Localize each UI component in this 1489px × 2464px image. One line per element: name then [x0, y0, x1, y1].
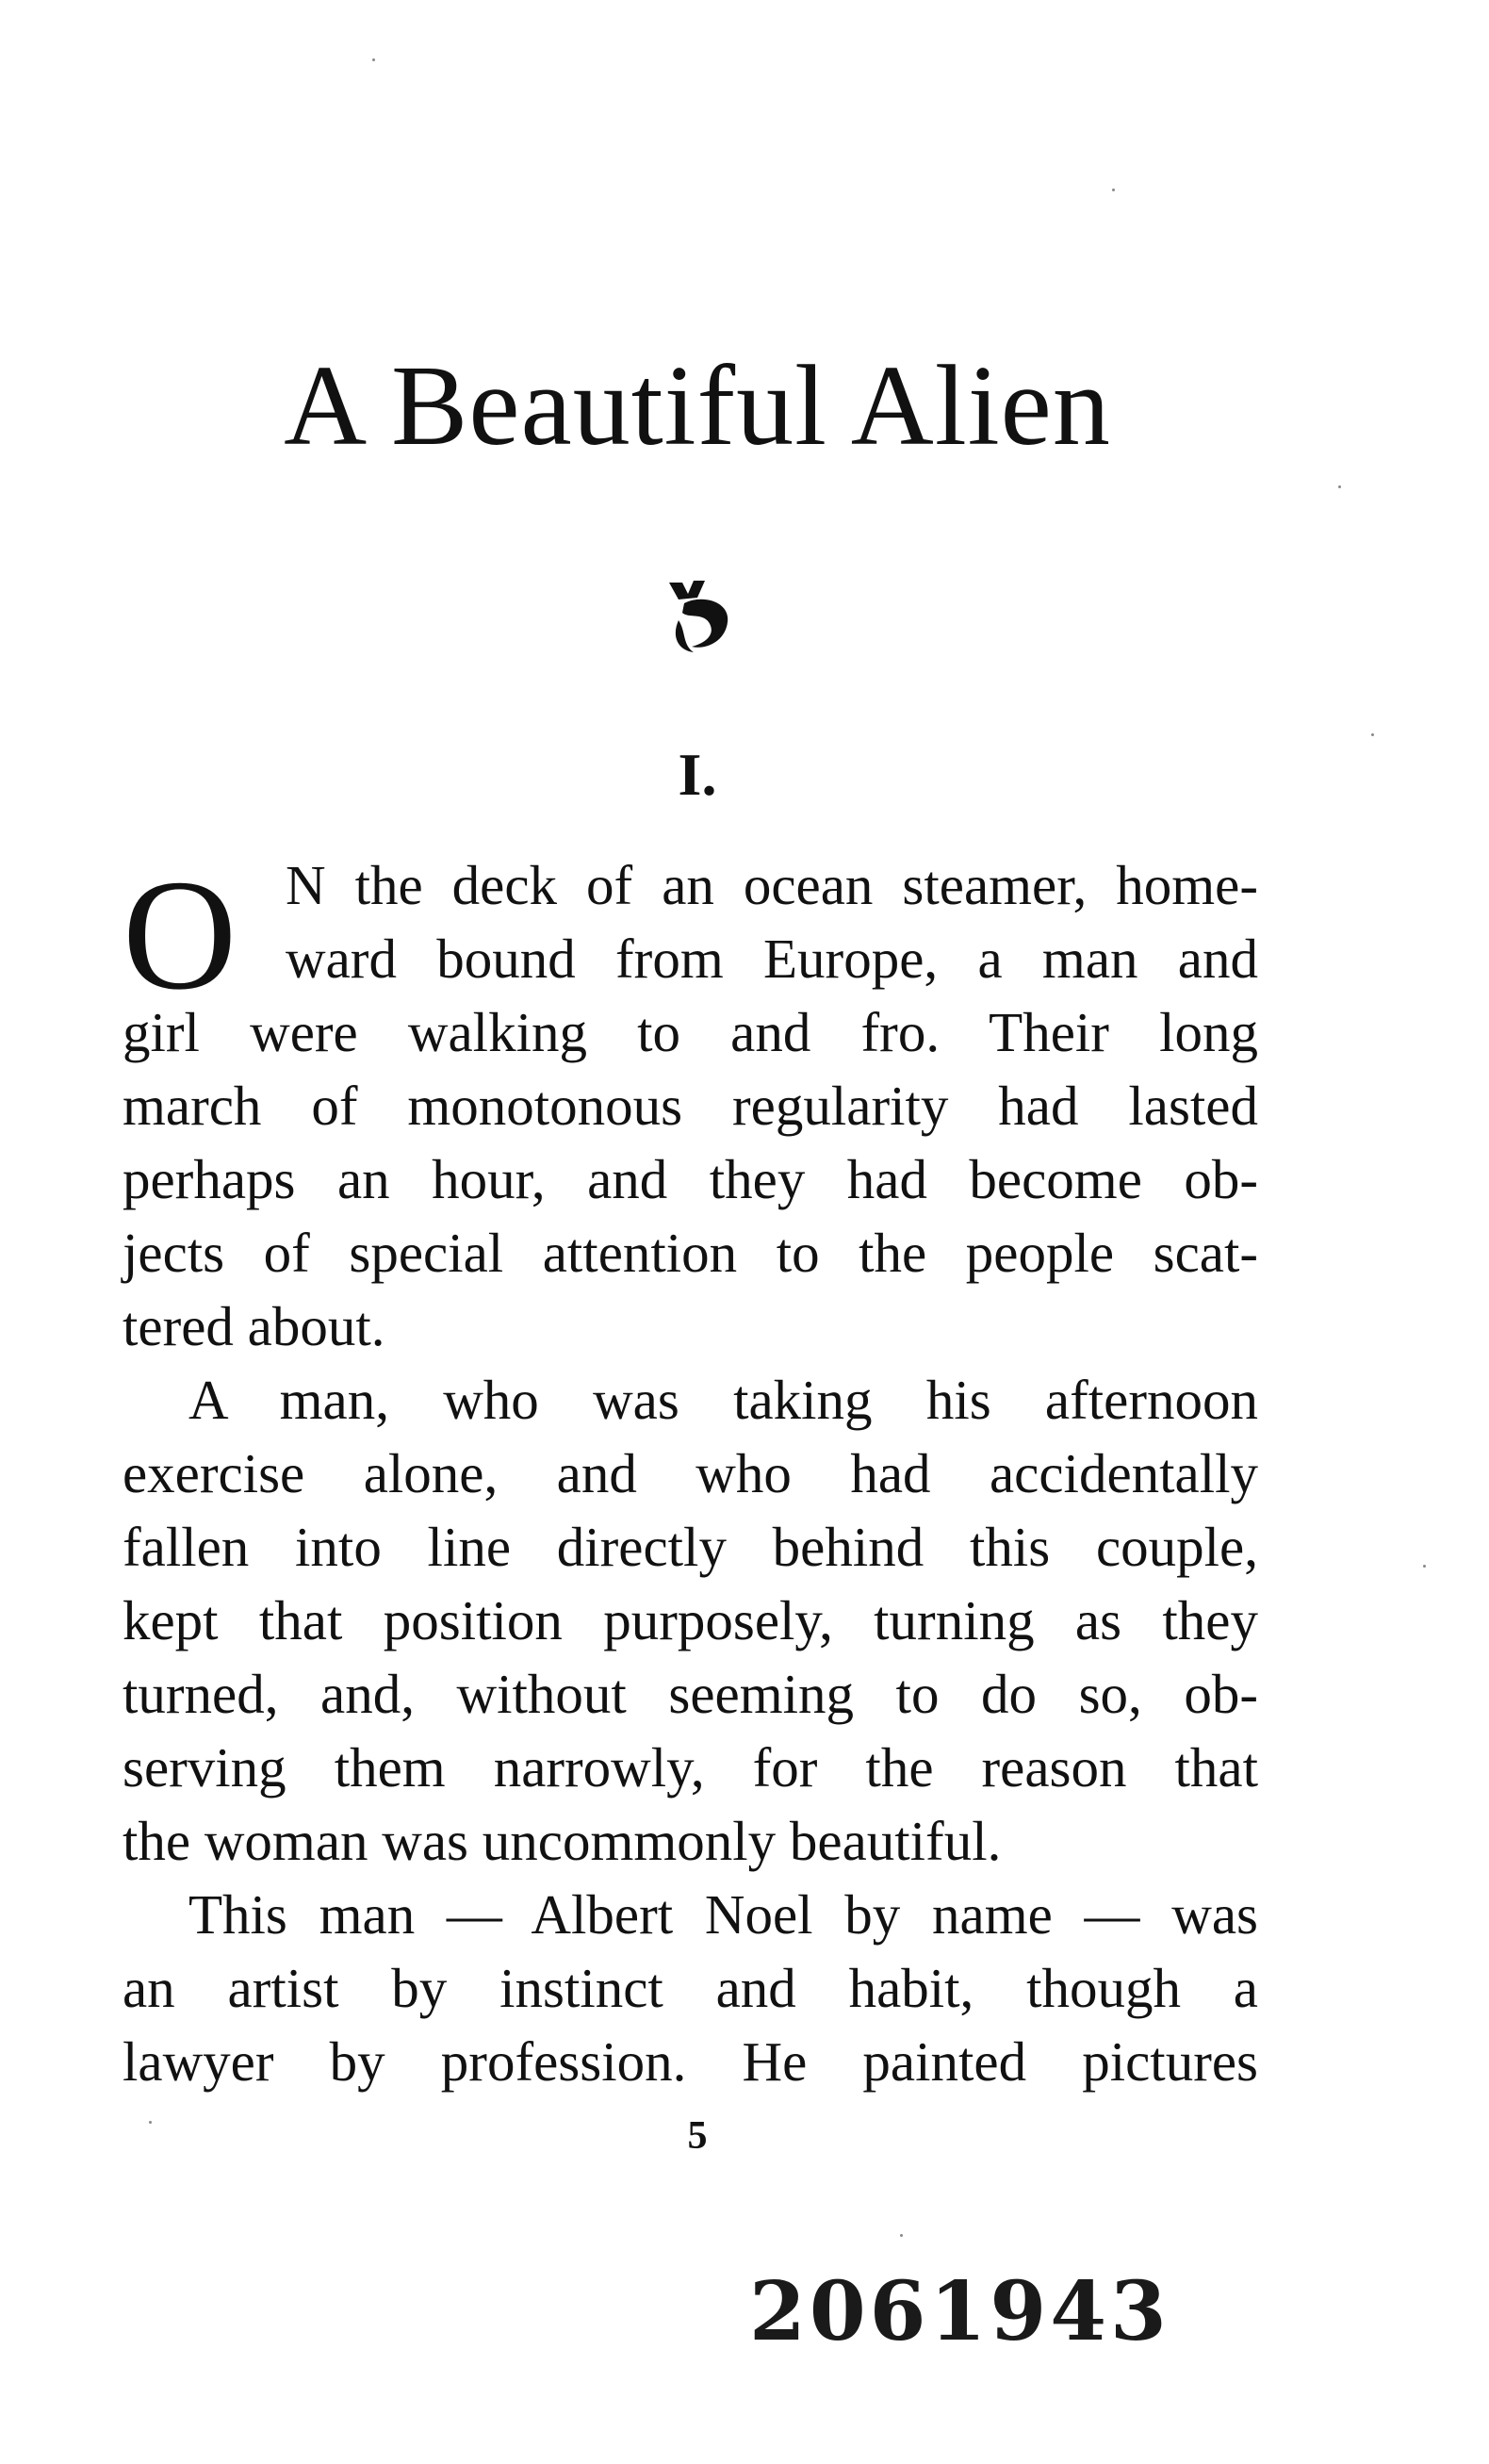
text-line: This man — Albert Noel by name — was: [188, 1883, 1258, 1946]
text-line: tered about.: [123, 1295, 385, 1357]
text-line: perhaps an hour, and they had become ob-: [123, 1148, 1258, 1210]
scan-speck: [1112, 189, 1115, 191]
paragraph-2: [123, 1363, 1258, 1878]
page-title: A Beautiful Alien: [284, 342, 1111, 469]
text-line: serving them narrowly, for the reason that: [123, 1736, 1258, 1799]
body-text: [123, 848, 1258, 2098]
paragraph-1: [123, 848, 1258, 1363]
scan-speck: [1423, 1565, 1426, 1568]
text-line: an artist by instinct and habit, though a: [123, 1957, 1258, 2019]
text-line: A man, who was taking his afternoon: [188, 1369, 1258, 1431]
drop-cap: O: [123, 847, 237, 1023]
text-line: girl were walking to and fro. Their long: [123, 1001, 1258, 1063]
scan-speck: [1371, 733, 1374, 736]
text-line: jects of special attention to the people scat-: [123, 1222, 1258, 1284]
text-line: lawyer by profession. He painted pictures: [123, 2030, 1258, 2093]
text-line: ward bound from Europe, a man and: [286, 928, 1258, 990]
fleuron-icon: [650, 566, 744, 660]
page-number: 5: [687, 2114, 708, 2158]
scan-speck: [1338, 485, 1341, 488]
text-line: fallen into line directly behind this couple,: [123, 1516, 1258, 1578]
scan-speck: [900, 2234, 903, 2237]
chapter-number: I.: [678, 741, 717, 808]
stamp-number: 2061943: [749, 2264, 1170, 2359]
text-line: N the deck of an ocean steamer, home-: [286, 854, 1258, 916]
text-line: march of monotonous regularity had lasted: [123, 1075, 1258, 1137]
text-line: exercise alone, and who had accidentally: [123, 1442, 1258, 1504]
text-line: turned, and, without seeming to do so, ob-: [123, 1663, 1258, 1725]
scan-speck: [372, 58, 375, 61]
paragraph-3: [123, 1878, 1258, 2098]
scan-speck: [149, 2121, 152, 2124]
text-line: kept that position purposely, turning as they: [123, 1589, 1258, 1651]
text-line: the woman was uncommonly beautiful.: [123, 1810, 1002, 1872]
